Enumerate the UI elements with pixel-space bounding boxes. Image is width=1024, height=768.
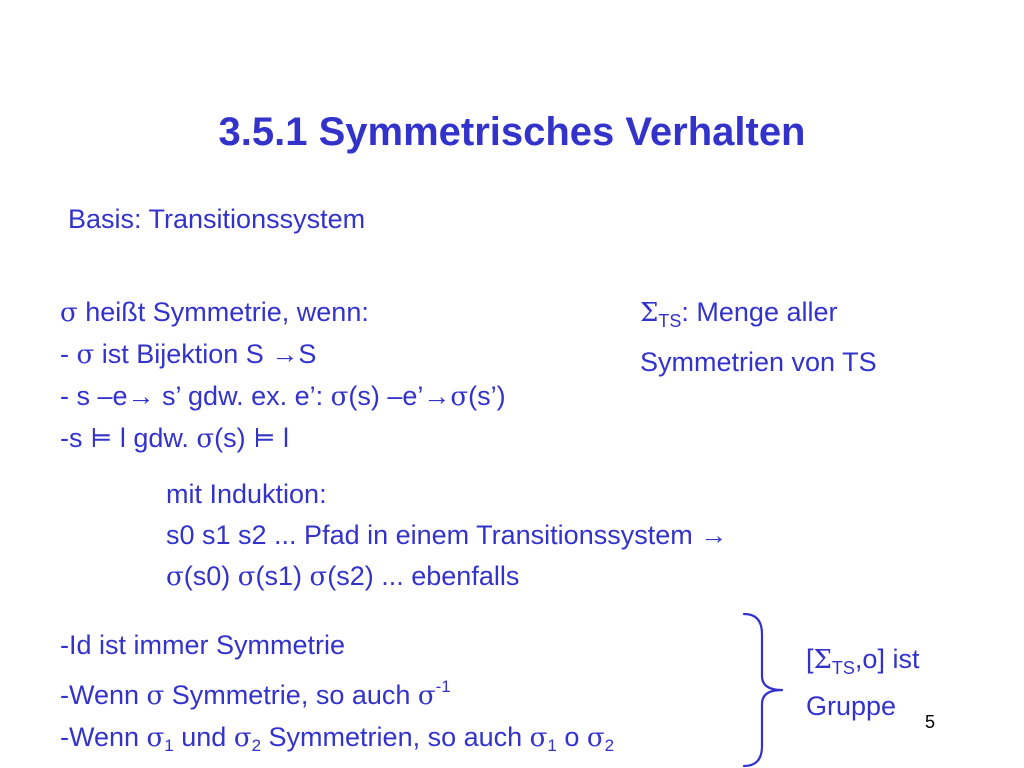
set-s: S [298, 339, 317, 369]
property-composition [60, 717, 614, 766]
sigma-symbol: σ [529, 723, 548, 753]
sigma-ts-description: : Menge aller [681, 297, 838, 327]
definition-line-3 [60, 376, 506, 418]
induction-line-2 [166, 515, 727, 556]
inverse-superscript: -1 [435, 677, 451, 696]
transition-text: - s –e [60, 381, 128, 411]
arrow-icon: → [127, 381, 155, 411]
definition-block [60, 292, 506, 460]
sigma-symbol: σ [166, 562, 184, 592]
sigma-symbol: σ [196, 424, 215, 454]
wenn-text: -Wenn [60, 680, 147, 710]
capital-sigma-symbol: Σ [640, 298, 659, 328]
transition-condition: s’ gdw. ex. e’: [154, 381, 331, 411]
sigma-symbol: σ [450, 382, 469, 412]
sigma-symbol: σ [233, 723, 252, 753]
composition-operator: o [556, 722, 587, 752]
labeling-text: -s [60, 423, 90, 453]
group-rest: ,o] ist [854, 644, 920, 674]
property-identity: -Id ist immer Symmetrie [60, 630, 346, 660]
property-inverse [60, 666, 614, 717]
group-note [806, 640, 919, 725]
definition-line-1 [60, 292, 506, 334]
sigma-symbol: σ [237, 562, 256, 592]
curly-brace-icon [740, 612, 786, 768]
arrow-icon: → [271, 339, 299, 369]
sigma-ts-note [640, 292, 877, 383]
inverse-text: Symmetrie, so auch [164, 680, 418, 710]
induction-heading: mit Induktion: [166, 479, 327, 509]
wenn-text: -Wenn [60, 722, 147, 752]
basis-label: Basis: Transitionssystem [68, 204, 366, 234]
definition-line-4 [60, 418, 506, 460]
ts-subscript: TS [831, 658, 855, 678]
und-text: und [173, 722, 234, 752]
sigma-s2-text: (s2) ... ebenfalls [327, 561, 520, 591]
sigma-s-transition: (s) –e’ [348, 381, 424, 411]
sigma-symbol: σ [417, 681, 436, 711]
models-icon: ⊨ [253, 424, 276, 454]
definition-text: heißt Symmetrie, wenn: [77, 297, 369, 327]
induction-block [166, 474, 727, 598]
sigma-symbol: σ [586, 723, 605, 753]
dash: - [60, 339, 77, 369]
page-number: 5 [925, 712, 936, 732]
definition-line-2 [60, 334, 506, 376]
slide-title: 3.5.1 Symmetrisches Verhalten [218, 110, 806, 154]
sigma-s0: (s0) [183, 561, 238, 591]
path-text: s0 s1 s2 ... Pfad in einem Transitionssystem [166, 520, 701, 550]
sigma-ts-line-1 [640, 292, 877, 342]
subscript-1: 1 [547, 736, 557, 755]
sigma-symbol: σ [146, 681, 165, 711]
sigma-s-text: (s) [214, 423, 254, 453]
label-l: l [275, 423, 289, 453]
arrow-icon: → [700, 520, 728, 550]
bijection-text: ist Bijektion S [94, 339, 272, 369]
bracket-open: [ [806, 644, 814, 674]
capital-sigma-symbol: Σ [813, 645, 832, 675]
arrow-icon: → [423, 381, 451, 411]
composition-text: Symmetrien, so auch [261, 722, 530, 752]
sigma-symbol: σ [76, 340, 95, 370]
group-line-2: Gruppe [806, 691, 897, 721]
subscript-2: 2 [604, 736, 615, 755]
labeling-condition: l gdw. [112, 423, 197, 453]
sigma-symbol: σ [60, 298, 78, 328]
subscript-1: 1 [164, 736, 174, 755]
sigma-s-prime: (s’) [468, 381, 506, 411]
sigma-s1: (s1) [255, 561, 310, 591]
induction-line-3 [166, 556, 727, 598]
sigma-symbol: σ [330, 382, 349, 412]
sigma-symbol: σ [146, 723, 165, 753]
group-line-1 [806, 640, 919, 687]
ts-subscript: TS [658, 311, 682, 331]
models-icon: ⊨ [90, 424, 113, 454]
subscript-2: 2 [251, 736, 262, 755]
sigma-symbol: σ [309, 562, 328, 592]
properties-block [60, 625, 614, 766]
sigma-ts-line-2: Symmetrien von TS [640, 347, 877, 377]
